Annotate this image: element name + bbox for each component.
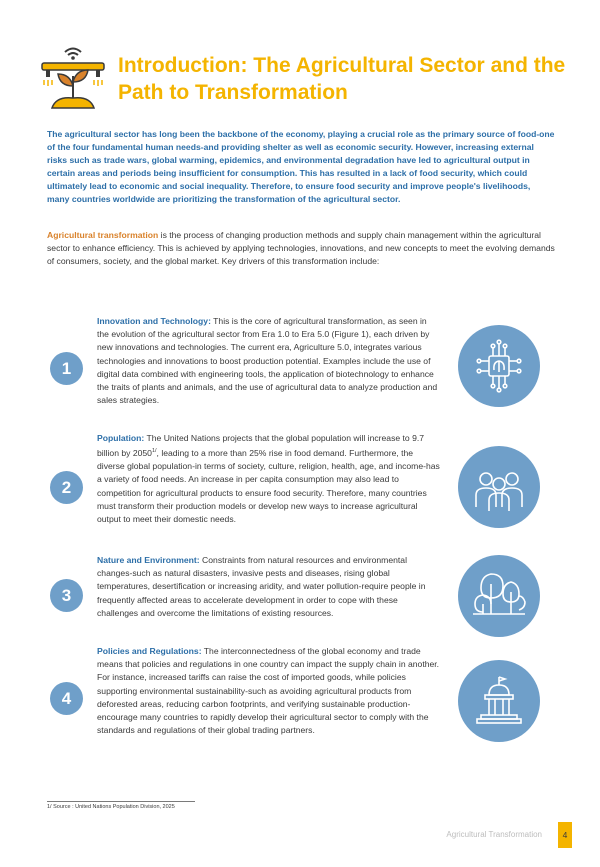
smart-farming-plant-icon	[38, 42, 108, 112]
intro-paragraph: The agricultural sector has long been the backbone of the economy, playing a crucial role as the primary source of food-one of the four fundamental human needs-and providing shelter as well as economic security. However, increasing external risks such as trade wars, global warming, epidemics, and environmental degradation have led to agricultural output in certain areas and periods being insufficient for consumption. This has resulted in a lack of food security, which could ultimately lead to economic and social inequality. Therefore, to ensure food security and improve people's livelihoods, many countries worldwide are prioritizing the transformation of the agricultural sector.	[47, 129, 555, 204]
driver-population-text	[97, 432, 440, 526]
people-group-icon	[458, 446, 540, 528]
driver-number-4: 4	[50, 682, 83, 715]
driver-body: The United Nations projects that the global population will increase to 9.7 billion by 2050	[97, 433, 425, 459]
footnote-marker: 1/	[151, 448, 157, 455]
driver-innovation-text	[97, 315, 440, 407]
page-number: 4	[558, 822, 572, 848]
driver-number-2: 2	[50, 471, 83, 504]
driver-body: , leading to a more than 25% rise in food demand. Furthermore, the diverse global population-in terms of society, culture, religion, health, age, and income-has a variety of food needs. An increase in per capita consumption may also lead to competition for agricultural products to ensure food security. Therefore, many countries must transform their production models or develop new ways to increase agricultural output to meet their domestic needs.	[97, 448, 440, 525]
driver-number-3: 3	[50, 579, 83, 612]
driver-policies-text	[97, 645, 440, 737]
government-building-icon	[458, 660, 540, 742]
transformation-text: is the process of changing production methods and supply chain management within the agricultural sector to enhance efficiency. This is achieved by applying technologies, innovations, and new concepts to meet the evolving demands of consumers, society, and the global market. Key drivers of this transformation include:	[47, 230, 555, 266]
footer-label: Agricultural Transformation	[446, 830, 542, 839]
footnote: 1/ Source : United Nations Population Division, 2025	[47, 804, 175, 810]
driver-body: Constraints from natural resources and environmental changes-such as natural disasters, invasive pests and diseases, rising global temperatures, desertification or increasing aridity, and water pollution-require people in frequently affected areas to accelerate development in order to cope with these challenges and overcome the limitations of existing resources.	[97, 555, 426, 618]
driver-body: This is the core of agricultural transformation, as seen in the evolution of the agricultural sector from Era 1.0 to Era 5.0 (Figure 1), each driven by new innovations and technologies. The current era, Agriculture 5.0, integrates various technologies and innovations to boost production potential. Examples include the use of digital data combined with engineering tools, the application of biotechnology to enhance the traits of plants and animals, and the use of agricultural data to analyze production and sales strategies.	[97, 316, 438, 406]
forest-trees-icon	[458, 555, 540, 637]
page-header	[38, 40, 578, 112]
footnote-divider	[47, 801, 195, 802]
driver-title: Population:	[97, 433, 145, 443]
page-title: Introduction: The Agricultural Sector and the Path to Transformation	[118, 54, 566, 104]
driver-number-1: 1	[50, 352, 83, 385]
driver-title: Nature and Environment:	[97, 555, 200, 565]
transformation-paragraph	[47, 229, 555, 268]
driver-title: Policies and Regulations:	[97, 646, 202, 656]
ai-chip-icon	[458, 325, 540, 407]
driver-nature-text	[97, 554, 440, 620]
driver-title: Innovation and Technology:	[97, 316, 211, 326]
driver-body: The interconnectedness of the global economy and trade means that policies and regulations in one country can impact the supply chain in another. For instance, increased tariffs can raise the cost of imported goods, while policies supporting environmental sustainability-such as avoiding agricultural products from deforested areas, reducing carbon footprints, and verifying sustainable production-encourage many countries to rapidly develop their agricultural sector to comply with the standards and regulations of their global trading partners.	[97, 646, 440, 736]
transformation-term: Agricultural transformation	[47, 230, 159, 240]
